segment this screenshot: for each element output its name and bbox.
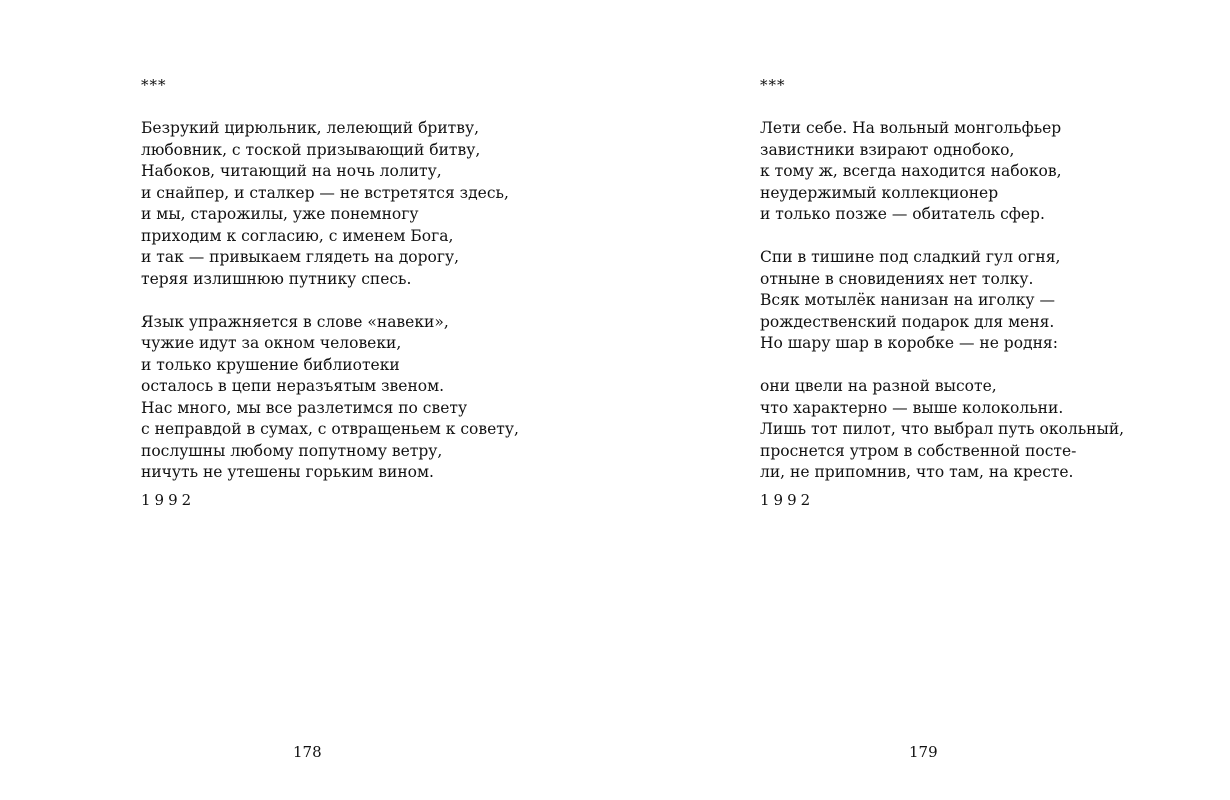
poem-line: что характерно — выше колокольни. xyxy=(760,398,1064,417)
stanza xyxy=(141,118,519,290)
poem-line: отныне в сновидениях нет толку. xyxy=(760,269,1034,288)
poem-line: и только крушение библиотеки xyxy=(141,355,400,374)
poem-line: и так — привыкаем глядеть на дорогу, xyxy=(141,248,460,266)
poem-line: Лети себе. На вольный монгольфьер xyxy=(760,119,1062,137)
poem-line: и только позже — обитатель сфер. xyxy=(760,205,1045,223)
poem-line: любовник, с тоской призывающий битву, xyxy=(141,140,481,159)
poem-line: приходим к согласию, с именем Бога, xyxy=(141,226,454,245)
poem-body xyxy=(760,118,1124,510)
stanza xyxy=(760,247,1124,355)
poem-line: проснется утром в собственной посте- xyxy=(760,441,1077,460)
poem-year: 1992 xyxy=(760,490,815,509)
page-number: 178 xyxy=(293,743,322,761)
page-number: 179 xyxy=(909,743,938,761)
poem-line: ничуть не утешены горьким вином. xyxy=(141,463,434,481)
poem-line: осталось в цепи неразъятым звеном. xyxy=(141,377,445,395)
poem-line: неудержимый коллекционер xyxy=(760,183,999,202)
poem-line: с неправдой в сумах, с отвращеньем к совету, xyxy=(141,420,519,438)
right-page xyxy=(760,0,1220,800)
poem-line: Спи в тишине под сладкий гул огня, xyxy=(760,248,1061,266)
stanza xyxy=(760,376,1124,510)
left-page xyxy=(141,0,601,800)
poem-line: теряя излишнюю путнику спесь. xyxy=(141,269,412,288)
poem-line: к тому ж, всегда находится набоков, xyxy=(760,162,1062,180)
poem-line: и мы, старожилы, уже понемногу xyxy=(141,205,419,223)
poem-body xyxy=(141,118,519,510)
poem-line: чужие идут за окном человеки, xyxy=(141,334,402,352)
poem-line: Лишь тот пилот, что выбрал путь окольный, xyxy=(760,420,1125,438)
poem-line: и снайпер, и сталкер — не встретятся здесь, xyxy=(141,183,509,202)
poem-line: послушны любому попутному ветру, xyxy=(141,441,443,460)
poem-line: Но шару шар в коробке — не родня: xyxy=(760,334,1058,352)
poem-line: Всяк мотылёк нанизан на иголку — xyxy=(760,291,1055,309)
poem-line: они цвели на разной высоте, xyxy=(760,377,997,395)
poem-line: рождественский подарок для меня. xyxy=(760,312,1055,331)
poem-line: Безрукий цирюльник, лелеющий бритву, xyxy=(141,119,480,137)
stanza xyxy=(141,312,519,510)
poem-line: завистники взирают однобоко, xyxy=(760,140,1015,159)
poem-asterism: *** xyxy=(760,76,786,94)
poem-line: Язык упражняется в слове «навеки», xyxy=(141,312,449,331)
poem-year: 1992 xyxy=(141,490,196,509)
stanza xyxy=(760,118,1124,226)
poem-line: ли, не припомнив, что там, на кресте. xyxy=(760,463,1074,481)
poem-line: Набоков, читающий на ночь лолиту, xyxy=(141,162,442,180)
poem-asterism: *** xyxy=(141,76,167,94)
poem-line: Нас много, мы все разлетимся по свету xyxy=(141,398,468,417)
